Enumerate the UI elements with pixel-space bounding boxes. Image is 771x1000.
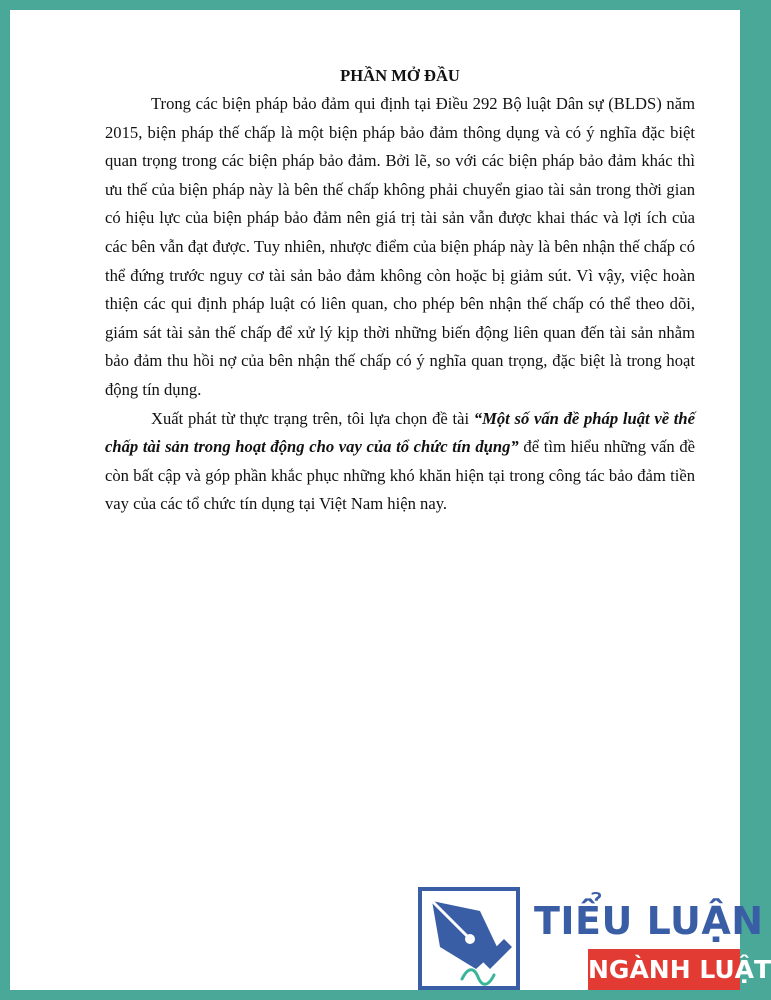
paragraph-topic [105, 405, 695, 519]
document-title: PHẦN MỞ ĐẦU [340, 66, 460, 85]
pen-nib-icon [418, 887, 520, 990]
logo-title: TIỂU LUẬN [534, 899, 764, 943]
document-body [105, 62, 695, 519]
document-page [10, 10, 771, 990]
paragraph-intro: Trong các biện pháp bảo đảm qui định tại Điều 292 Bộ luật Dân sự (BLDS) năm 2015, biện pháp thế chấp là một biện pháp bảo đảm thông dụng và có ý nghĩa đặc biệt quan trọng trong các biện pháp bảo đảm. Bởi lẽ, so với các biện pháp bảo đảm khác thì ưu thế của biện pháp này là bên thế chấp không phải chuyển giao tài sản trong thời gian có hiệu lực của biện pháp bảo đảm nên giá trị tài sản vẫn được khai thác và lợi ích của các bên vẫn đạt được. Tuy nhiên, nhược điểm của biện pháp này là bên nhận thế chấp có thể đứng trước nguy cơ tài sản bảo đảm không còn hoặc bị giảm sút. Vì vậy, việc hoàn thiện các qui định pháp luật có liên quan, cho phép bên nhận thế chấp có thể theo dõi, giám sát tài sản thế chấp để xử lý kịp thời những biến động liên quan đến tài sản nhằm bảo đảm thu hồi nợ của bên nhận thế chấp có ý nghĩa quan trọng, đặc biệt là trong hoạt động tín dụng. [105, 94, 695, 399]
paragraph-topic-end: để tìm hiểu những vấn đề còn bất cập và góp phần khắc phục những khó khăn hiện tại trong công tác bảo đảm tiền vay của các tổ chức tín dụng tại Việt Nam hiện nay. [105, 437, 695, 514]
watermark-logo [418, 887, 771, 990]
paragraph-topic-start: Xuất phát từ thực trạng trên, tôi lựa chọn đề tài [151, 408, 474, 428]
logo-subtitle: NGÀNH LUẬT [588, 949, 740, 990]
topic-title: “Một số vấn đề pháp luật về thế chấp tài sản trong hoạt động cho vay của tổ chức tín dụng” [105, 408, 695, 457]
